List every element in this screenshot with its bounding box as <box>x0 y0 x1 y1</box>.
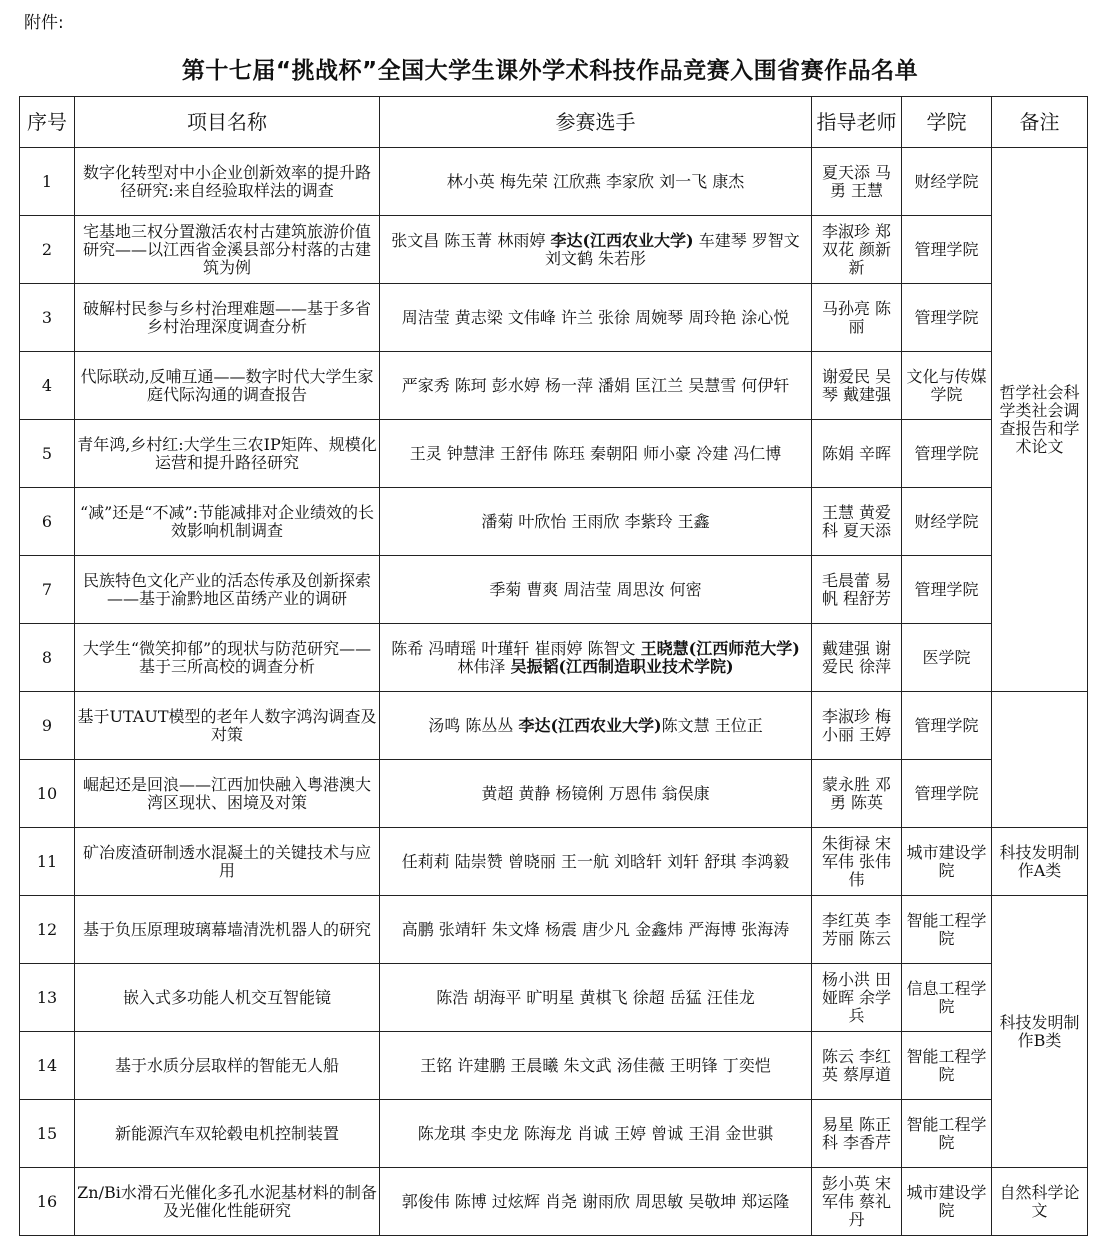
header-advisor: 指导老师 <box>812 97 902 148</box>
row-advisor: 谢爱民 吴琴 戴建强 <box>812 352 902 420</box>
header-seq: 序号 <box>20 97 75 148</box>
row-seq: 2 <box>20 216 75 284</box>
row-seq: 11 <box>20 828 75 896</box>
row-seq: 7 <box>20 556 75 624</box>
row-project-name: 破解村民参与乡村治理难题——基于多省乡村治理深度调查分析 <box>75 284 380 352</box>
row-advisor: 李淑珍 郑双花 颜新新 <box>812 216 902 284</box>
row-advisor: 毛晨蕾 易帆 程舒芳 <box>812 556 902 624</box>
row-project-name: 嵌入式多功能人机交互智能镜 <box>75 964 380 1032</box>
table-row <box>20 624 1088 692</box>
table-row <box>20 760 1088 828</box>
row-project-name: 新能源汽车双轮毂电机控制装置 <box>75 1100 380 1168</box>
table-row <box>20 964 1088 1032</box>
table-row <box>20 284 1088 352</box>
table-row <box>20 1100 1088 1168</box>
table-row <box>20 556 1088 624</box>
row-seq: 14 <box>20 1032 75 1100</box>
header-project-name: 项目名称 <box>75 97 380 148</box>
row-members: 周洁莹 黄志梁 文伟峰 许兰 张徐 周婉琴 周玲艳 涂心悦 <box>380 284 812 352</box>
row-members: 林小英 梅先荣 江欣燕 李家欣 刘一飞 康杰 <box>380 148 812 216</box>
table-row <box>20 896 1088 964</box>
row-seq: 10 <box>20 760 75 828</box>
row-advisor: 马孙亮 陈丽 <box>812 284 902 352</box>
members-highlight: 王晓慧(江西师范大学) <box>640 638 800 658</box>
header-note: 备注 <box>992 97 1088 148</box>
row-advisor: 易星 陈正科 李香芹 <box>812 1100 902 1168</box>
row-advisor: 彭小英 宋军伟 蔡礼丹 <box>812 1168 902 1236</box>
note-tech-b: 科技发明制作B类 <box>992 896 1088 1168</box>
members-highlight: 李达(江西农业大学) <box>518 715 662 735</box>
row-seq: 13 <box>20 964 75 1032</box>
row-members: 高鹏 张靖轩 朱文烽 杨震 唐少凡 金鑫炜 严海博 张海涛 <box>380 896 812 964</box>
note-philosophy-social: 哲学社会科学类社会调查报告和学术论文 <box>992 148 1088 692</box>
row-project-name: 数字化转型对中小企业创新效率的提升路径研究:来自经验取样法的调查 <box>75 148 380 216</box>
row-college: 管理学院 <box>902 420 992 488</box>
row-members: 王铭 许建鹏 王晨曦 朱文武 汤佳薇 王明锋 丁奕恺 <box>380 1032 812 1100</box>
table-row <box>20 420 1088 488</box>
row-advisor: 朱街禄 宋军伟 张伟伟 <box>812 828 902 896</box>
row-members: 陈龙琪 李史龙 陈海龙 肖诚 王婷 曾诚 王涓 金世骐 <box>380 1100 812 1168</box>
row-project-name: 矿冶废渣研制透水混凝土的关键技术与应用 <box>75 828 380 896</box>
row-members: 潘菊 叶欣怡 王雨欣 李紫玲 王鑫 <box>380 488 812 556</box>
row-project-name: 基于UTAUT模型的老年人数字鸿沟调查及对策 <box>75 692 380 760</box>
row-college: 城市建设学院 <box>902 828 992 896</box>
row-advisor: 夏天添 马勇 王慧 <box>812 148 902 216</box>
annex-label: 附件: <box>24 13 64 33</box>
row-members: 王灵 钟慧津 王舒伟 陈珏 秦朝阳 师小豪 冷建 冯仁博 <box>380 420 812 488</box>
table-row <box>20 1168 1088 1236</box>
row-project-name: 崛起还是回浪——江西加快融入粤港澳大湾区现状、困境及对策 <box>75 760 380 828</box>
row-project-name: 基于负压原理玻璃幕墙清洗机器人的研究 <box>75 896 380 964</box>
row-members: 严家秀 陈珂 彭水婷 杨一萍 潘娟 匡江兰 吴慧雪 何伊轩 <box>380 352 812 420</box>
row-members: 陈浩 胡海平 旷明星 黄棋飞 徐超 岳猛 汪佳龙 <box>380 964 812 1032</box>
row-seq: 4 <box>20 352 75 420</box>
row-college: 管理学院 <box>902 760 992 828</box>
row-project-name: 宅基地三权分置激活农村古建筑旅游价值研究——以江西省金溪县部分村落的古建筑为例 <box>75 216 380 284</box>
row-members: 郭俊伟 陈博 过炫辉 肖尧 谢雨欣 周思敏 吴敬坤 郑运隆 <box>380 1168 812 1236</box>
row-college: 财经学院 <box>902 488 992 556</box>
note-natural-science: 自然科学论文 <box>992 1168 1088 1236</box>
row-project-name: 基于水质分层取样的智能无人船 <box>75 1032 380 1100</box>
row-seq: 6 <box>20 488 75 556</box>
row-members: 季菊 曹爽 周洁莹 周思汝 何密 <box>380 556 812 624</box>
row-members: 黄超 黄静 杨镜俐 万恩伟 翁俣康 <box>380 760 812 828</box>
row-project-name: 大学生“微笑抑郁”的现状与防范研究——基于三所高校的调查分析 <box>75 624 380 692</box>
members-text: 林伟泽 <box>457 656 511 676</box>
row-college: 文化与传媒学院 <box>902 352 992 420</box>
document-title: 第十七届“挑战杯”全国大学生课外学术科技作品竞赛入围省赛作品名单 <box>181 58 919 84</box>
row-seq: 15 <box>20 1100 75 1168</box>
members-highlight: 李达(江西农业大学) <box>550 230 694 250</box>
members-text: 张文昌 陈玉菁 林雨婷 <box>391 230 551 250</box>
row-project-name: 青年鸿,乡村红:大学生三农IP矩阵、规模化运营和提升路径研究 <box>75 420 380 488</box>
row-seq: 1 <box>20 148 75 216</box>
row-seq: 12 <box>20 896 75 964</box>
members-text: 车建琴 罗智文 刘文鹤 朱若彤 <box>544 230 800 268</box>
row-members <box>380 624 812 692</box>
note-tech-a: 科技发明制作A类 <box>992 828 1088 896</box>
row-members <box>380 216 812 284</box>
members-text: 汤鸣 陈丛丛 <box>428 715 519 735</box>
table-row <box>20 148 1088 216</box>
row-seq: 3 <box>20 284 75 352</box>
table-row <box>20 352 1088 420</box>
row-project-name: “减”还是“不减”:节能减排对企业绩效的长效影响机制调查 <box>75 488 380 556</box>
row-seq: 9 <box>20 692 75 760</box>
header-members: 参赛选手 <box>380 97 812 148</box>
row-advisor: 杨小洪 田娅晖 余学兵 <box>812 964 902 1032</box>
table-row <box>20 828 1088 896</box>
table-row <box>20 1032 1088 1100</box>
row-advisor: 陈云 李红英 蔡厚道 <box>812 1032 902 1100</box>
row-advisor: 李淑珍 梅小丽 王婷 <box>812 692 902 760</box>
members-highlight: 吴振韬(江西制造职业技术学院) <box>510 656 734 676</box>
row-advisor: 戴建强 谢爱民 徐萍 <box>812 624 902 692</box>
row-college: 智能工程学院 <box>902 1100 992 1168</box>
row-project-name: Zn/Bi水滑石光催化多孔水泥基材料的制备及光催化性能研究 <box>75 1168 380 1236</box>
row-advisor: 蒙永胜 邓勇 陈英 <box>812 760 902 828</box>
members-text: 陈希 冯晴瑶 叶瑾轩 崔雨婷 陈智文 <box>391 638 641 658</box>
header-college: 学院 <box>902 97 992 148</box>
note-empty <box>992 692 1088 828</box>
row-college: 信息工程学院 <box>902 964 992 1032</box>
row-advisor: 王慧 黄爱科 夏天添 <box>812 488 902 556</box>
row-project-name: 代际联动,反哺互通——数字时代大学生家庭代际沟通的调查报告 <box>75 352 380 420</box>
row-members <box>380 692 812 760</box>
row-seq: 5 <box>20 420 75 488</box>
row-advisor: 陈娟 辛晖 <box>812 420 902 488</box>
table-row <box>20 216 1088 284</box>
row-seq: 16 <box>20 1168 75 1236</box>
row-college: 管理学院 <box>902 216 992 284</box>
row-college: 管理学院 <box>902 284 992 352</box>
finalist-table <box>19 96 1088 1236</box>
row-college: 智能工程学院 <box>902 1032 992 1100</box>
table-header-row <box>20 97 1088 148</box>
row-college: 财经学院 <box>902 148 992 216</box>
row-college: 管理学院 <box>902 556 992 624</box>
members-text: 陈文慧 王位正 <box>661 715 763 735</box>
row-college: 智能工程学院 <box>902 896 992 964</box>
row-members: 任莉莉 陆崇赞 曾晓丽 王一航 刘晗轩 刘轩 舒琪 李鸿毅 <box>380 828 812 896</box>
row-college: 城市建设学院 <box>902 1168 992 1236</box>
row-college: 管理学院 <box>902 692 992 760</box>
table-row <box>20 488 1088 556</box>
row-seq: 8 <box>20 624 75 692</box>
table-row <box>20 692 1088 760</box>
row-advisor: 李红英 李芳丽 陈云 <box>812 896 902 964</box>
row-project-name: 民族特色文化产业的活态传承及创新探索——基于渝黔地区苗绣产业的调研 <box>75 556 380 624</box>
row-college: 医学院 <box>902 624 992 692</box>
